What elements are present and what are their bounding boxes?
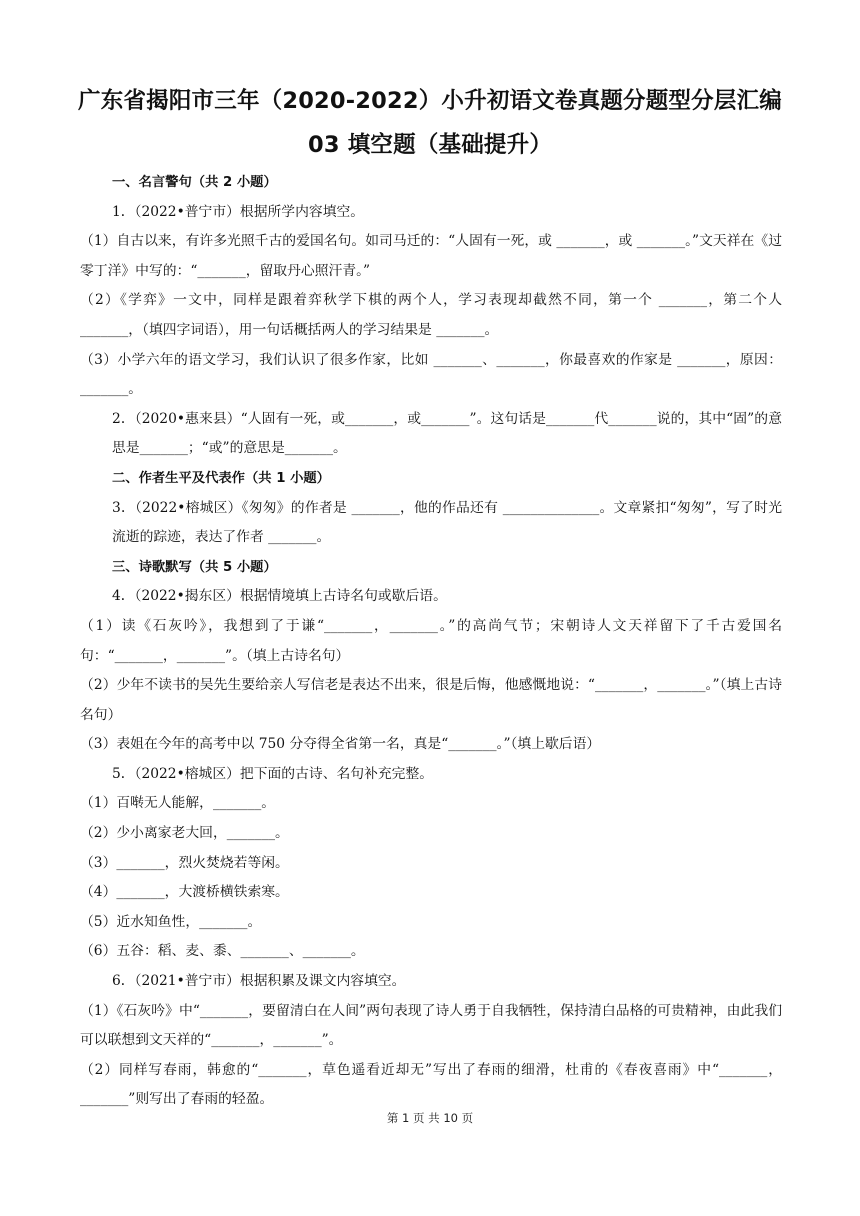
section-heading: 三、诗歌默写（共 5 小题）	[112, 559, 277, 575]
question-part: （4）_______，大渡桥横铁索寒。	[80, 884, 289, 901]
document-title-line-1: 广东省揭阳市三年（2020-2022）小升初语文卷真题分题型分层汇编	[78, 88, 782, 114]
question-part: （6）五谷：稻、麦、黍、_______、_______。	[80, 943, 365, 960]
question-part: （3）小学六年的语文学习，我们认识了很多作家，比如 _______、_______，你最喜欢的作家是 _______，原因：_______。	[80, 351, 782, 398]
question-part: （2）少小离家老大回，_______。	[80, 825, 289, 842]
question-stem: 1．（2022•普宁市）根据所学内容填空。	[112, 203, 365, 220]
question-stem: 2．（2020•惠来县）“人固有一死，或_______，或_______”。这句话是_______代_______说的，其中“固”的意思是_______；“或”的意思是_______。	[112, 410, 782, 457]
question-part: （3）_______，烈火焚烧若等闲。	[80, 854, 289, 871]
page-footer: 第 1 页 共 10 页	[386, 1111, 474, 1125]
question-part: （1）《石灰吟》中“_______，要留清白在人间”两句表现了诗人勇于自我牺牲，保持清白品格的可贵精神，由此我们可以联想到文天祥的“_______，_______”。	[80, 1002, 782, 1049]
question-part: （2）同样写春雨，韩愈的“_______，草色遥看近却无”写出了春雨的细滑，杜甫的《春夜喜雨》中“_______，_______”则写出了春雨的轻盈。	[80, 1061, 782, 1108]
question-part: （1）读《石灰吟》，我想到了于谦“_______，_______。”的高尚气节；宋朝诗人文天祥留下了千古爱国名句：“_______，_______”。（填上古诗名句）	[80, 617, 782, 664]
question-part: （3）表姐在今年的高考中以 750 分夺得全省第一名，真是“_______。”（填上歇后语）	[80, 736, 601, 753]
document-body	[80, 168, 782, 1115]
question-stem: 6．（2021•普宁市）根据积累及课文内容填空。	[112, 973, 406, 990]
question-part: （5）近水知鱼性，_______。	[80, 913, 262, 930]
question-stem: 5．（2022•榕城区）把下面的古诗、名句补充完整。	[112, 765, 434, 782]
question-part: （2）《学弈》一文中，同样是跟着弈秋学下棋的两个人，学习表现却截然不同，第一个 _______，第二个人 _______，（填四字词语），用一句话概括两人的学习结果是 _______。	[80, 292, 782, 338]
document-title-line-2: 03 填空题（基础提升）	[307, 132, 553, 158]
question-part: （1）自古以来，有许多光照千古的爱国名句。如司马迁的：“人固有一死，或 _______，或 _______。”文天祥在《过零丁洋》中写的：“_______，留取丹心照汗青。”	[80, 233, 782, 279]
section-heading: 二、作者生平及代表作（共 1 小题）	[112, 470, 330, 486]
question-part: （1）百啭无人能解，_______。	[80, 795, 276, 812]
section-heading: 一、名言警句（共 2 小题）	[112, 175, 277, 190]
question-part: （2）少年不读书的吴先生要给亲人写信老是表达不出来，很是后悔，他感慨地说：“_______，_______。”（填上古诗名句）	[80, 677, 782, 723]
question-stem: 3．（2022•榕城区）《匆匆》的作者是 _______，他的作品还有 ______________。文章紧扣“匆匆”，写了时光流逝的踪迹，表达了作者 _______。	[112, 499, 782, 546]
question-stem: 4．（2022•揭东区）根据情境填上古诗名句或歇后语。	[112, 588, 447, 605]
